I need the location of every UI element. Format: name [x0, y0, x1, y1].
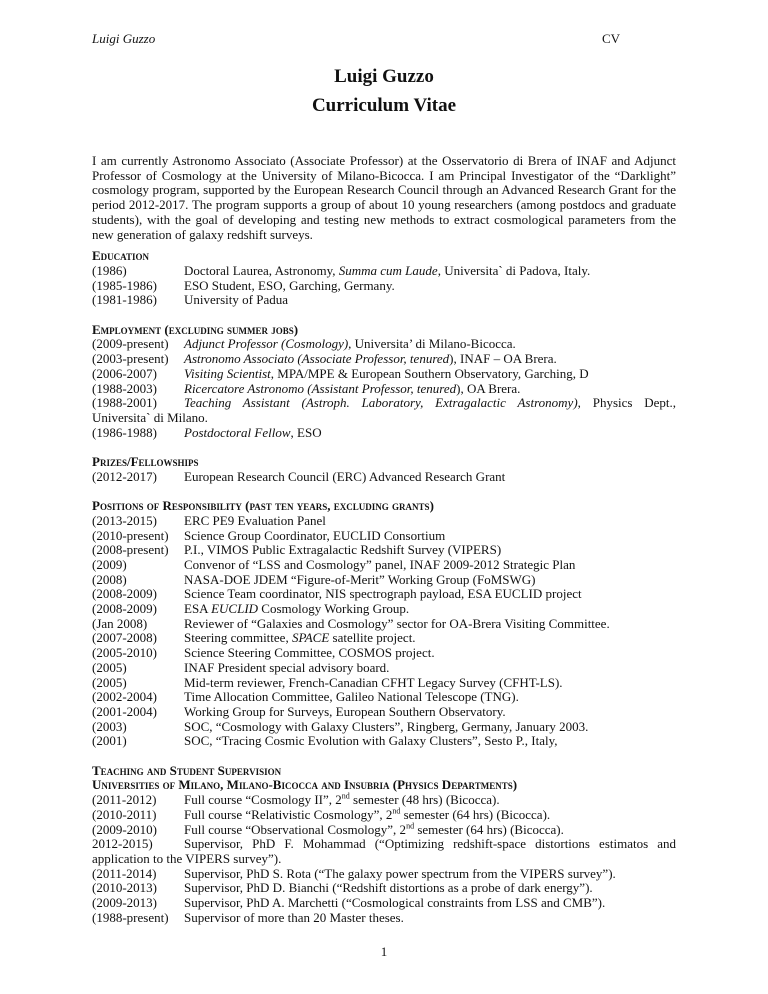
- entry-text: Supervisor of more than 20 Master theses.: [184, 909, 404, 925]
- entry-text: ), OA Brera.: [456, 380, 521, 396]
- entry-row: [92, 558, 676, 573]
- entry-date: (2007-2008): [92, 630, 157, 646]
- entry-row: [92, 602, 676, 617]
- entry-text: Science Group Coordinator, EUCLID Consortium: [184, 527, 446, 543]
- entry-date: (2010-2013): [92, 880, 157, 896]
- entry-text: ), INAF – OA Brera.: [449, 351, 557, 367]
- entry-date: (2010-2011): [92, 806, 157, 822]
- entry-text: Teaching Assistant (Astroph. Laboratory, Extragalactic Astronomy): [184, 395, 578, 411]
- entry-text: nd: [392, 806, 401, 816]
- entry-row: [92, 396, 676, 425]
- entry-row: [92, 470, 676, 485]
- entry-date: (1985-1986): [92, 277, 157, 293]
- section-heading: Teaching and Student Supervision: [92, 762, 282, 778]
- entry-text: Supervisor, PhD F. Mohammad (“Optimizing redshift-space distortions estimatos and application to the VIPERS survey”).: [92, 836, 676, 866]
- entry-date: (2012-2017): [92, 468, 157, 484]
- entry-row: [92, 661, 676, 676]
- entry-text: ESA: [184, 601, 212, 617]
- entry-row: [92, 352, 676, 367]
- entry-text: Working Group for Surveys, European Southern Observatory.: [184, 703, 506, 719]
- section-heading: Employment (excluding summer jobs): [92, 321, 299, 337]
- entry-row: [92, 367, 676, 382]
- section-spacer: [92, 440, 676, 455]
- entry-row: [92, 264, 676, 279]
- entry-date: (2008): [92, 571, 127, 587]
- entry-date: (1988-present): [92, 909, 169, 925]
- entry-text: European Research Council (ERC) Advanced Research Grant: [184, 468, 506, 484]
- entry-text: Science Team coordinator, NIS spectrograph payload, ESA EUCLID project: [184, 586, 582, 602]
- entry-row: [92, 676, 676, 691]
- entry-date: (2009): [92, 556, 127, 572]
- entry-date: (1988-2003): [92, 380, 157, 396]
- entry-row: [92, 896, 676, 911]
- entry-text: nd: [406, 821, 415, 831]
- entry-row: [92, 337, 676, 352]
- entry-date: (2006-2007): [92, 365, 157, 381]
- entry-date: (2009-2010): [92, 821, 157, 837]
- section-heading: Prizes/Fellowships: [92, 454, 199, 470]
- entry-date: 2012-2015): [92, 836, 153, 852]
- entry-date: (1981-1986): [92, 292, 157, 308]
- cv-section: [92, 499, 676, 749]
- running-header-cv: CV: [601, 31, 620, 46]
- entry-text: EUCLID: [211, 601, 259, 617]
- entry-row: [92, 631, 676, 646]
- entry-row: [92, 823, 676, 838]
- entry-date: (2005): [92, 659, 127, 675]
- entry-text: NASA-DOE JDEM “Figure-of-Merit” Working Group (FoMSWG): [184, 571, 536, 587]
- entry-row: [92, 514, 676, 529]
- entry-text: Full course “Cosmology II”, 2: [184, 792, 342, 808]
- entry-row: [92, 881, 676, 896]
- entry-text: Reviewer of “Galaxies and Cosmology” sector for OA-Brera Visiting Committee.: [184, 615, 610, 631]
- entry-row: [92, 573, 676, 588]
- entry-date: (2005): [92, 674, 127, 690]
- entry-date: (2010-present): [92, 527, 169, 543]
- entry-text: SOC, “Cosmology with Galaxy Clusters”, Ringberg, Germany, January 2003.: [184, 718, 589, 734]
- entry-row: [92, 293, 676, 308]
- cv-section: [92, 249, 676, 308]
- entry-row: [92, 529, 676, 544]
- section-heading: Positions of Responsibility (past ten years, excluding grants): [92, 498, 434, 514]
- section-subheading: Universities of Milano, Milano-Bicocca and Insubria (Physics Departments): [92, 777, 518, 793]
- entry-date: (2008-2009): [92, 601, 157, 617]
- section-spacer: [92, 484, 676, 499]
- entry-text: Ricercatore Astronomo (Assistant Professor, tenured: [184, 380, 457, 396]
- entry-text: Supervisor, PhD A. Marchetti (“Cosmological constraints from LSS and CMB”).: [184, 895, 606, 911]
- entry-text: ESO Student, ESO, Garching, Germany.: [184, 277, 395, 293]
- entry-text: Full course “Observational Cosmology”, 2: [184, 821, 407, 837]
- entry-row: [92, 793, 676, 808]
- entry-date: (2011-2014): [92, 865, 157, 881]
- entry-row: [92, 705, 676, 720]
- entry-date: (2003-present): [92, 351, 169, 367]
- entry-text: Mid-term reviewer, French-Canadian CFHT Legacy Survey (CFHT-LS).: [184, 674, 563, 690]
- entry-text: Supervisor, PhD D. Bianchi (“Redshift distortions as a probe of dark energy”).: [184, 880, 593, 896]
- section-spacer: [92, 749, 676, 764]
- section-spacer: [92, 308, 676, 323]
- entry-row: [92, 911, 676, 926]
- cv-body: [92, 154, 676, 926]
- entry-text: INAF President special advisory board.: [184, 659, 390, 675]
- entry-text: Steering committee,: [184, 630, 292, 646]
- intro-paragraph: I am currently Astronomo Associato (Associate Professor) at the Osservatorio di Brera of INAF and Adjunct Professor of Cosmology at the University of Milano-Bicocca. I am Principal Investigator of the “Darklight” cosmology program, supported by the European Research Council through an Advanced Research Grant for the period 2012-2017. The program supports a group of about 10 young researchers (among postdocs and graduate students), with the goal of developing and testing new methods to extract cosmological parameters from the new generation of galaxy redshift surveys.: [92, 153, 676, 242]
- entry-date: (2001): [92, 733, 127, 749]
- entry-text: semester (48 hrs) (Bicocca).: [349, 792, 500, 808]
- entry-text: Convenor of “LSS and Cosmology” panel, INAF 2009-2012 Strategic Plan: [184, 556, 576, 572]
- entry-date: (2009-2013): [92, 895, 157, 911]
- entry-row: [92, 837, 676, 866]
- entry-text: , MPA/MPE & European Southern Observatory, Garching, D: [270, 365, 589, 381]
- entry-row: [92, 646, 676, 661]
- entry-text: , Universita` di Padova, Italy.: [437, 262, 591, 278]
- entry-row: [92, 690, 676, 705]
- entry-row: [92, 617, 676, 632]
- entry-row: [92, 808, 676, 823]
- entry-date: (2003): [92, 718, 127, 734]
- entry-text: P.I., VIMOS Public Extragalactic Redshift Survey (VIPERS): [184, 542, 502, 558]
- entry-date: (2005-2010): [92, 645, 157, 661]
- entry-date: (2009-present): [92, 336, 169, 352]
- entry-date: (Jan 2008): [92, 615, 148, 631]
- entry-text: Summa cum Laude: [338, 262, 438, 278]
- entry-date: (1988-2001): [92, 395, 157, 411]
- entry-date: (2013-2015): [92, 512, 157, 528]
- document-title: Luigi Guzzo: [334, 66, 434, 87]
- entry-text: Time Allocation Committee, Galileo National Telescope (TNG).: [184, 689, 519, 705]
- cv-section: [92, 323, 676, 441]
- entry-text: Doctoral Laurea, Astronomy,: [184, 262, 339, 278]
- entry-text: Adjunct Professor (Cosmology),: [184, 336, 352, 352]
- entry-text: Universita’ di Milano-Bicocca.: [351, 336, 516, 352]
- entry-date: (1986-1988): [92, 424, 157, 440]
- entry-text: Full course “Relativistic Cosmology”, 2: [184, 806, 393, 822]
- entry-text: Supervisor, PhD S. Rota (“The galaxy power spectrum from the VIPERS survey”).: [184, 865, 616, 881]
- entry-row: [92, 734, 676, 749]
- entry-date: (1986): [92, 262, 127, 278]
- entry-text: satellite project.: [329, 630, 416, 646]
- page-number: 1: [380, 944, 388, 959]
- entry-text: SOC, “Tracing Cosmic Evolution with Galaxy Clusters”, Sesto P., Italy,: [184, 733, 558, 749]
- entry-text: semester (64 hrs) (Bicocca).: [400, 806, 551, 822]
- entry-row: [92, 867, 676, 882]
- entry-row: [92, 720, 676, 735]
- entry-row: [92, 587, 676, 602]
- entry-text: ERC PE9 Evaluation Panel: [184, 512, 326, 528]
- entry-text: University of Padua: [184, 292, 288, 308]
- section-heading: Education: [92, 248, 150, 264]
- entry-date: (2001-2004): [92, 703, 157, 719]
- entry-text: nd: [341, 791, 350, 801]
- entry-row: [92, 279, 676, 294]
- entry-text: , Physics Dept., Universita` di Milano.: [92, 395, 677, 425]
- entry-text: Postdoctoral Fellow: [184, 424, 291, 440]
- entry-text: Visiting Scientist: [184, 365, 271, 381]
- entry-row: [92, 543, 676, 558]
- entry-date: (2008-2009): [92, 586, 157, 602]
- cv-section: [92, 764, 676, 926]
- entry-row: [92, 426, 676, 441]
- entry-text: SPACE: [291, 630, 330, 646]
- entry-row: [92, 382, 676, 397]
- entry-date: (2011-2012): [92, 792, 157, 808]
- running-header-author: Luigi Guzzo: [92, 31, 156, 46]
- entry-date: (2008-present): [92, 542, 169, 558]
- entry-text: Astronomo Associato (Associate Professor, tenured: [184, 351, 450, 367]
- entry-text: Science Steering Committee, COSMOS project.: [184, 645, 435, 661]
- entry-text: , ESO: [290, 424, 322, 440]
- entry-text: semester (64 hrs) (Bicocca).: [414, 821, 564, 837]
- entry-date: (2002-2004): [92, 689, 157, 705]
- document-subtitle: Curriculum Vitae: [311, 95, 457, 116]
- entry-text: Cosmology Working Group.: [258, 601, 410, 617]
- cv-section: [92, 455, 676, 484]
